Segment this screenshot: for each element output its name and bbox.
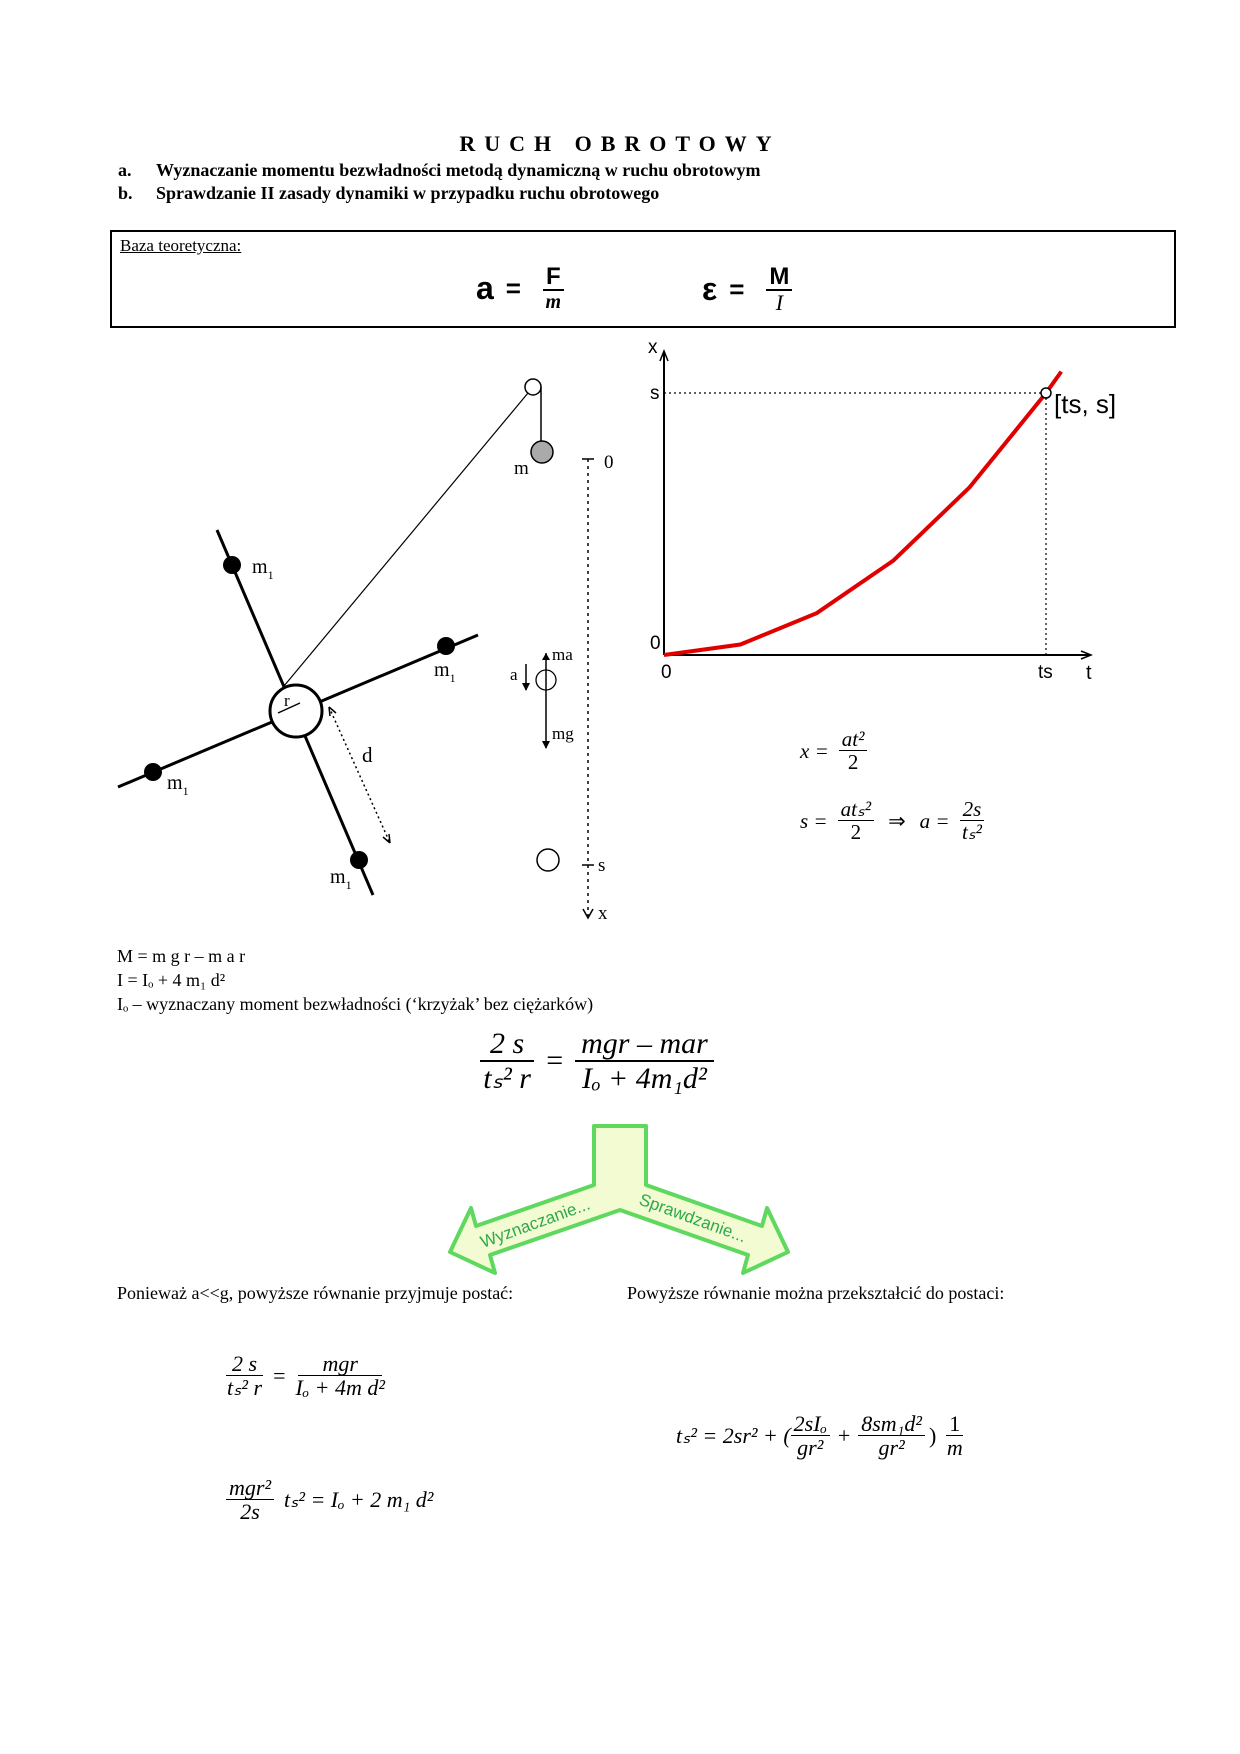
kinematics-eq2: s = $\frac{\text{atₛ²}}{2}$ ⇒ a = $\frac{2s}{\text{tₛ²}}$ <box>800 798 984 844</box>
axis-x-label: x <box>598 903 608 924</box>
goal-a: a. Wyznaczanie momentu bezwładności metodą dynamiczną w ruchu obrotowym <box>118 160 761 180</box>
y-tick-label: s <box>650 383 660 404</box>
arm-mass-label: $m_1$ <box>252 556 274 582</box>
branch-left-label: Wyznaczanie... <box>477 1194 593 1252</box>
page-title: RUCH OBROTOWY <box>459 131 781 156</box>
arm-mass-label: $m_1$ <box>167 772 189 798</box>
radius-label: r <box>284 691 290 710</box>
torque-eq: M = m g r – m a r <box>117 946 246 966</box>
inertia-note: Iₒ – wyznaczany moment bezwładności (‘krzyżak’ bez ciężarków) <box>117 994 594 1014</box>
axis-s-label: s <box>598 855 606 876</box>
distance-label: d <box>362 743 373 767</box>
goal-b: b. Sprawdzanie II zasady dynamiki w przypadku ruchu obrotowego <box>118 183 660 203</box>
newton-law: a = $\frac{F}{m}$ <box>476 264 564 313</box>
left-eq1: $\frac{2 s}{\text{tₛ² r}}$ = $\frac{\text{mgr}}{\text{Iₒ + 4m d²}}$ <box>227 1351 385 1401</box>
left-eq2: $\frac{\text{mgr²}}{2s}$ tₛ² = Iₒ + 2 m₁ d² <box>226 1476 433 1524</box>
theory-label: Baza teoretyczna: <box>120 236 242 255</box>
force-mg-label: mg <box>552 724 574 743</box>
right-eq: tₛ² = 2sr² + ( $\frac{\text{2sIₒ}}{\text{gr²}}$ + $\frac{\text{8sm₁d²}}{\text{gr²}}$ ) $\frac{1}{m}$ <box>676 1411 963 1461</box>
inertia-eq: I = Iₒ + 4 m₁ d² <box>117 970 226 990</box>
arm-mass-label: $m_1$ <box>330 866 352 892</box>
y-tick-label: 0 <box>650 633 661 654</box>
right-intro: Powyższe równanie można przekształcić do postaci: <box>627 1283 1005 1303</box>
axis-zero-label: 0 <box>604 452 614 473</box>
x-tick-label: 0 <box>661 662 672 683</box>
branch-arrow-shape <box>450 1126 788 1273</box>
x-axis-label: t <box>1086 662 1092 684</box>
point-label: [ts, s] <box>1054 389 1117 419</box>
left-intro: Ponieważ a<<g, powyższe równanie przyjmuje postać: <box>117 1283 514 1303</box>
x-tick-label: ts <box>1038 662 1053 683</box>
y-axis-label: x <box>648 337 658 358</box>
accel-label: a <box>510 665 518 684</box>
branch-right-label: Sprawdzanie... <box>636 1189 749 1247</box>
rotational-law: ε = $\frac{M}{I}$ <box>702 264 792 315</box>
main-equation: $\frac{2 s}{\text{tₛ² r}}$ = $\frac{\text{mgr – mar}}{\text{Iₒ + 4m₁d²}}$ <box>480 1028 714 1095</box>
arm-mass-label: $m_1$ <box>434 659 456 685</box>
mass-label: m <box>514 458 529 479</box>
force-ma-label: ma <box>552 645 573 664</box>
kinematics-eq1: x = $\frac{\text{at²}}{2}$ <box>800 728 867 774</box>
